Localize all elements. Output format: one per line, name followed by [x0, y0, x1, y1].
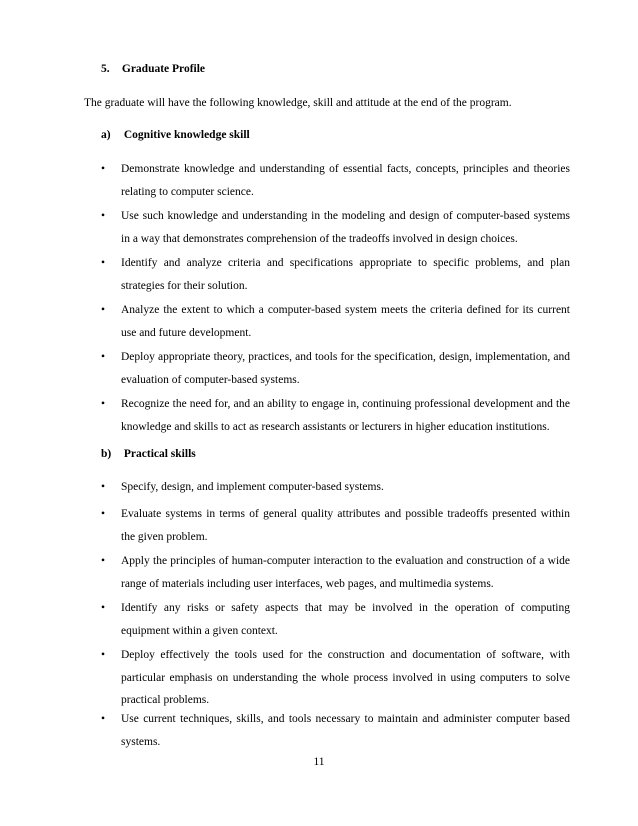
practical-item-text: Apply the principles of human-computer interaction to the evaluation and construction of a wide range of materials including user interfaces, web pages, and multimedia systems. — [121, 555, 570, 590]
practical-item — [101, 597, 570, 642]
practical-item — [101, 644, 570, 712]
cognitive-item-text: Analyze the extent to which a computer-based system meets the criteria defined for its current use and future development. — [121, 304, 570, 339]
cognitive-item — [101, 205, 570, 250]
practical-item-text: Deploy effectively the tools used for the construction and documentation of software, with particular emphasis on understanding the whole process involved in using computers to solve practical problems. — [121, 649, 570, 706]
bullet-icon: • — [101, 713, 106, 725]
practical-item — [101, 550, 570, 595]
cognitive-item-text: Demonstrate knowledge and understanding of essential facts, concepts, principles and theories relating to computer science. — [121, 163, 570, 198]
section-heading — [101, 63, 205, 75]
intro-paragraph: The graduate will have the following knowledge, skill and attitude at the end of the program. — [84, 97, 512, 109]
practical-item-text: Use current techniques, skills, and tools necessary to maintain and administer computer based systems. — [121, 713, 570, 748]
practical-item-text: Specify, design, and implement computer-based systems. — [121, 481, 384, 493]
bullet-icon: • — [101, 304, 106, 316]
practical-item — [101, 476, 570, 499]
cognitive-item — [101, 346, 570, 391]
cognitive-item — [101, 252, 570, 297]
section-number: 5. — [101, 63, 110, 75]
section-title: Graduate Profile — [121, 63, 206, 75]
practical-item-text: Evaluate systems in terms of general quality attributes and possible tradeoffs presented within the given problem. — [121, 508, 570, 543]
page-number: 11 — [313, 756, 325, 768]
bullet-icon: • — [101, 602, 106, 614]
bullet-icon: • — [101, 649, 106, 661]
cognitive-item-text: Identify and analyze criteria and specifications appropriate to specific problems, and plan strategies for their solution. — [121, 257, 570, 292]
bullet-icon: • — [101, 481, 106, 493]
bullet-icon: • — [101, 163, 106, 175]
cognitive-item-text: Use such knowledge and understanding in the modeling and design of computer-based systems in a way that demonstrates comprehension of the tradeoffs involved in design choices. — [121, 210, 570, 245]
cognitive-item — [101, 158, 570, 203]
cognitive-heading — [101, 129, 250, 141]
cognitive-item-text: Recognize the need for, and an ability to engage in, continuing professional development and the knowledge and skills to act as research assistants or lecturers in higher education institutions. — [121, 398, 570, 433]
practical-item — [101, 708, 570, 753]
practical-item — [101, 503, 570, 548]
practical-title: Practical skills — [123, 448, 196, 460]
cognitive-item-text: Deploy appropriate theory, practices, and tools for the specification, design, implementation, and evaluation of computer-based systems. — [121, 351, 570, 386]
cognitive-item — [101, 393, 570, 438]
cognitive-label: a) — [101, 129, 111, 141]
cognitive-item — [101, 299, 570, 344]
practical-label: b) — [101, 448, 112, 460]
bullet-icon: • — [101, 351, 106, 363]
practical-item-text: Identify any risks or safety aspects that may be involved in the operation of computing equipment within a given context. — [121, 602, 570, 637]
bullet-icon: • — [101, 508, 106, 520]
bullet-icon: • — [101, 210, 106, 222]
bullet-icon: • — [101, 257, 106, 269]
bullet-icon: • — [101, 398, 106, 410]
cognitive-title: Cognitive knowledge skill — [123, 129, 250, 141]
practical-heading — [101, 448, 196, 460]
bullet-icon: • — [101, 555, 106, 567]
